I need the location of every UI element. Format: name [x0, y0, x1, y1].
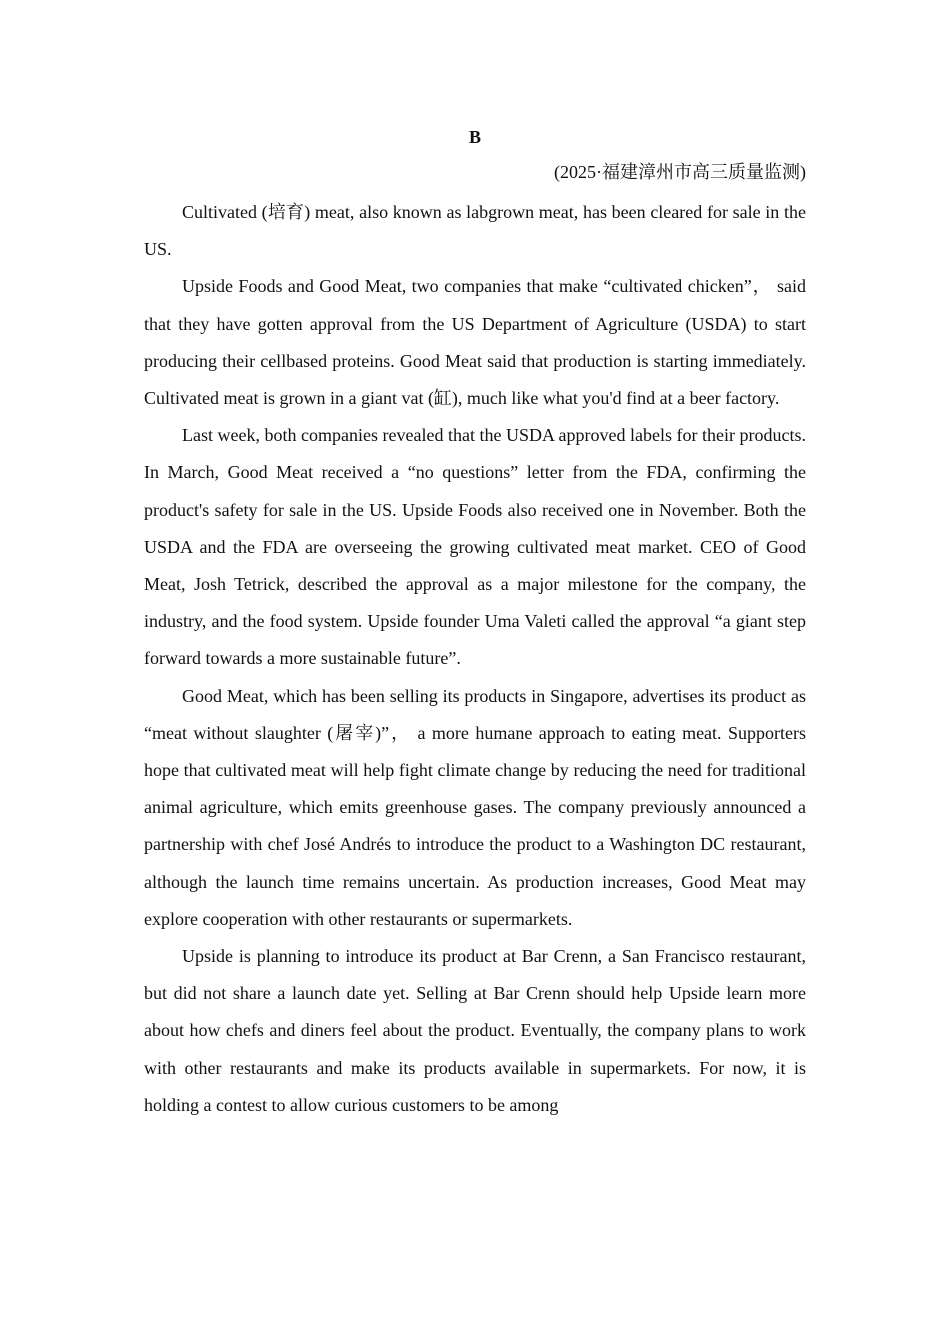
paragraph-3: Last week, both companies revealed that the USDA approved labels for their products. In March, Good Meat received a “no questions” letter from the FDA, confirming the product's safety for sale in the US. Upside Foods also received one in November. Both the USDA and the FDA are overseeing the growing cultivated meat market. CEO of Good Meat, Josh Tetrick, described the approval as a major milestone for the company, the industry, and the food system. Upside founder Uma Valeti called the approval “a giant step forward towards a more sustainable future”. [144, 425, 806, 669]
source-citation: (2025·福建漳州市高三质量监测) [554, 162, 806, 182]
paragraph-1: Cultivated (培育) meat, also known as labgrown meat, has been cleared for sale in the US. [144, 202, 806, 260]
paragraph-4: Good Meat, which has been selling its products in Singapore, advertises its product as “meat without slaughter (屠宰)”， a more humane approach to eating meat. Supporters hope that cultivated meat will help fight climate change by reducing the need for traditional animal agriculture, which emits greenhouse gases. The company previously announced a partnership with chef José Andrés to introduce the product to a Washington DC restaurant, although the launch time remains uncertain. As production increases, Good Meat may explore cooperation with other restaurants or supermarkets. [144, 685, 806, 929]
paragraph-5: Upside is planning to introduce its product at Bar Crenn, a San Francisco restaurant, but did not share a launch date yet. Selling at Bar Crenn should help Upside learn more about how chefs and diners feel about the product. Eventually, the company plans to work with other restaurants and make its products available in supermarkets. For now, it is holding a contest to allow curious customers to be among [144, 946, 806, 1115]
paragraph-2: Upside Foods and Good Meat, two companies that make “cultivated chicken”， said that they have gotten approval from the US Department of Agriculture (USDA) to start producing their cellbased proteins. Good Meat said that production is starting immediately. Cultivated meat is grown in a giant vat (缸), much like what you'd find at a beer factory. [144, 276, 806, 409]
document-page [144, 124, 806, 1124]
section-letter: B [468, 127, 481, 147]
